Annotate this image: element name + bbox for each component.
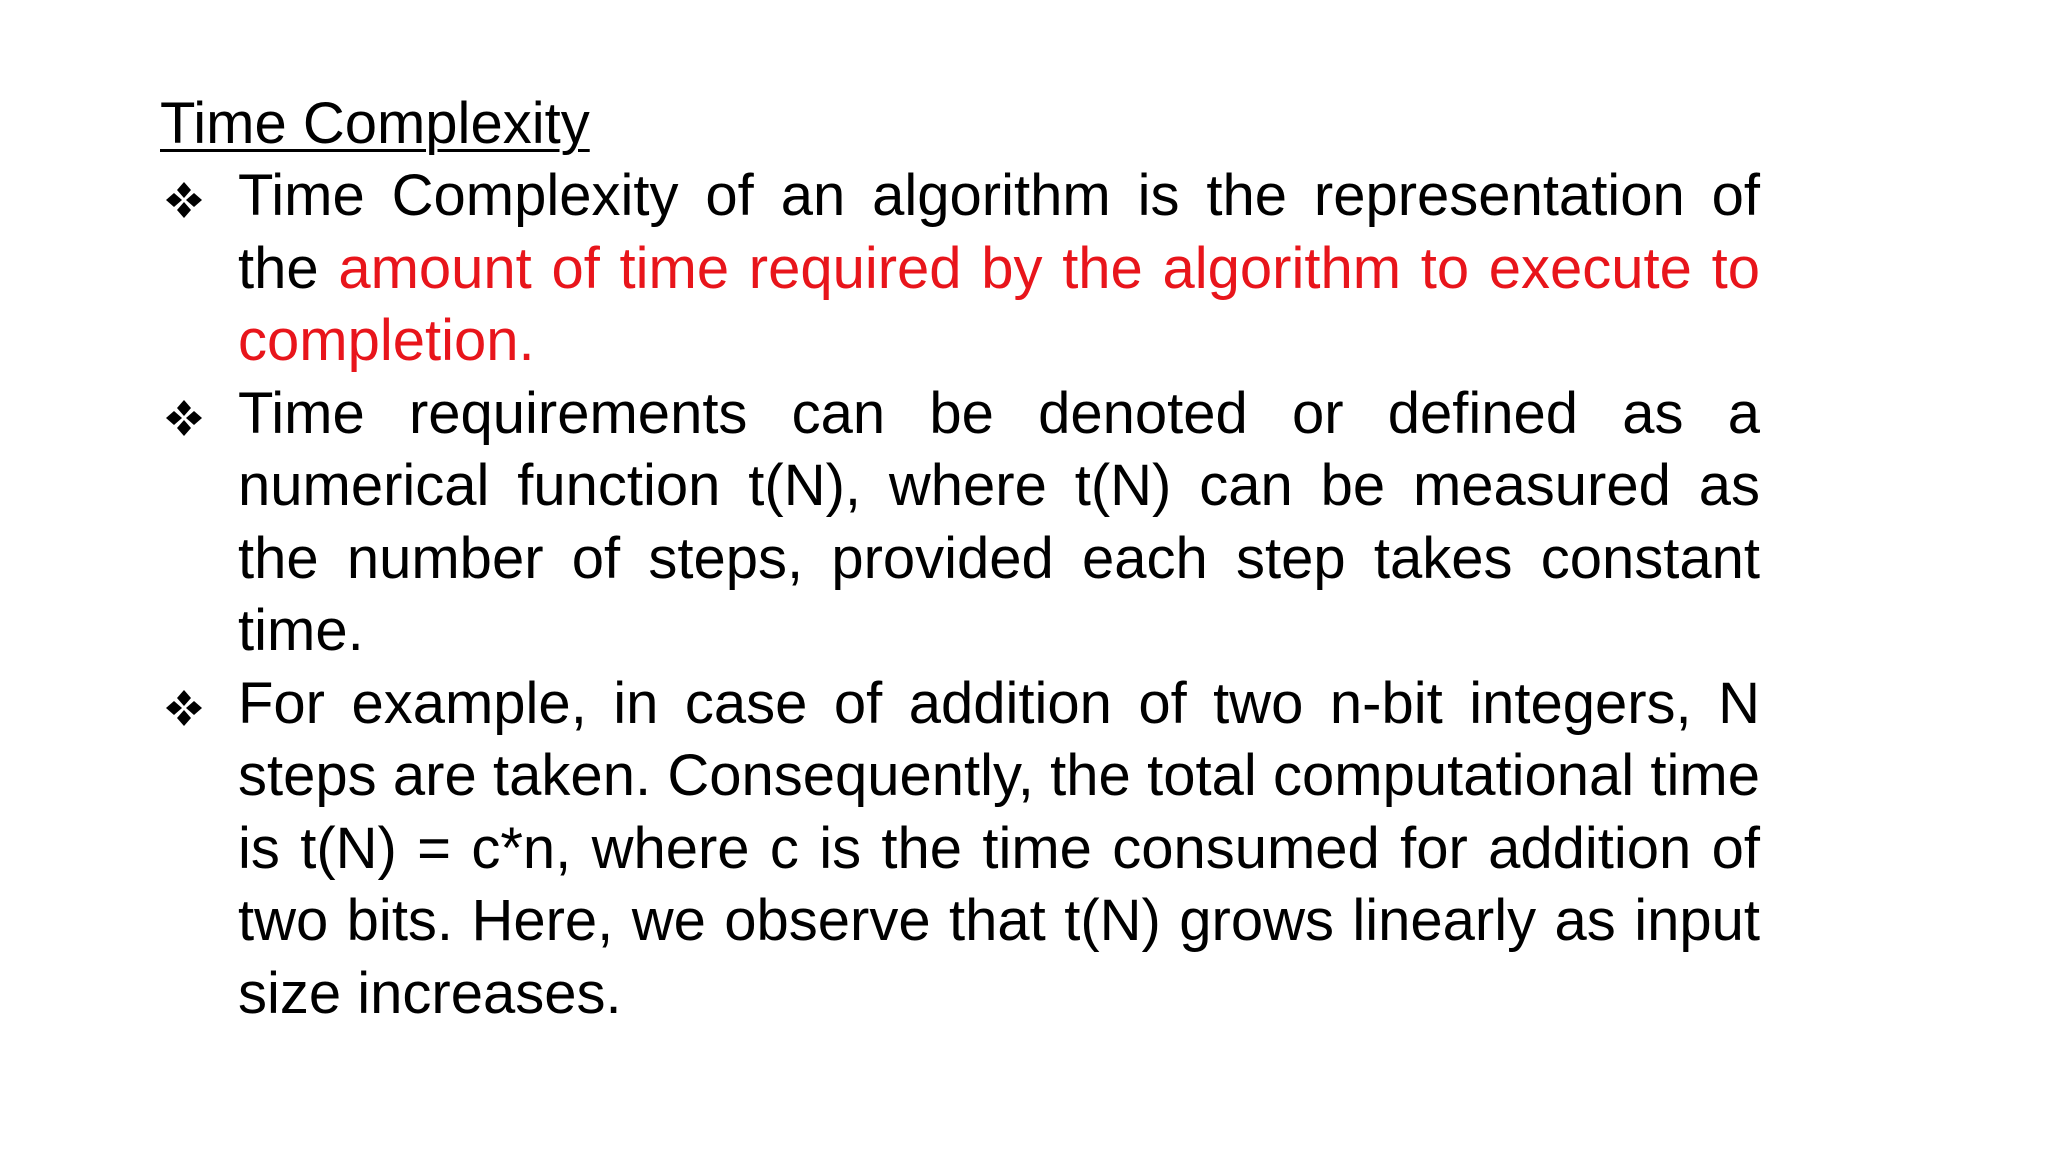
- four-diamond-bullet-icon: [164, 180, 204, 220]
- bullet-item-time-requirements: [160, 378, 1760, 668]
- slide-title: Time Complexity: [160, 91, 590, 156]
- bullet-list: [160, 160, 1760, 1030]
- bullet-text: Time requirements can be denoted or defined as a numerical function t(N), where t(N) can be measured as the number of steps, provided each step takes constant time.: [238, 380, 1760, 663]
- bullet-text: Time Complexity of an algorithm is the representation of the: [238, 163, 1760, 301]
- bullet-item-example: [160, 668, 1760, 1031]
- four-diamond-bullet-icon: [164, 398, 204, 438]
- highlighted-text: amount of time required by the algorithm to execute to completion.: [238, 235, 1760, 373]
- four-diamond-bullet-icon: [164, 688, 204, 728]
- bullet-text: For example, in case of addition of two n-bit integers, N steps are taken. Consequently, the total computational time is t(N) = c*n, where c is the time consumed for addition of two bits. Here, we observe that t(N) grows linearly as input size increases.: [238, 670, 1760, 1026]
- bullet-item-definition: [160, 160, 1760, 378]
